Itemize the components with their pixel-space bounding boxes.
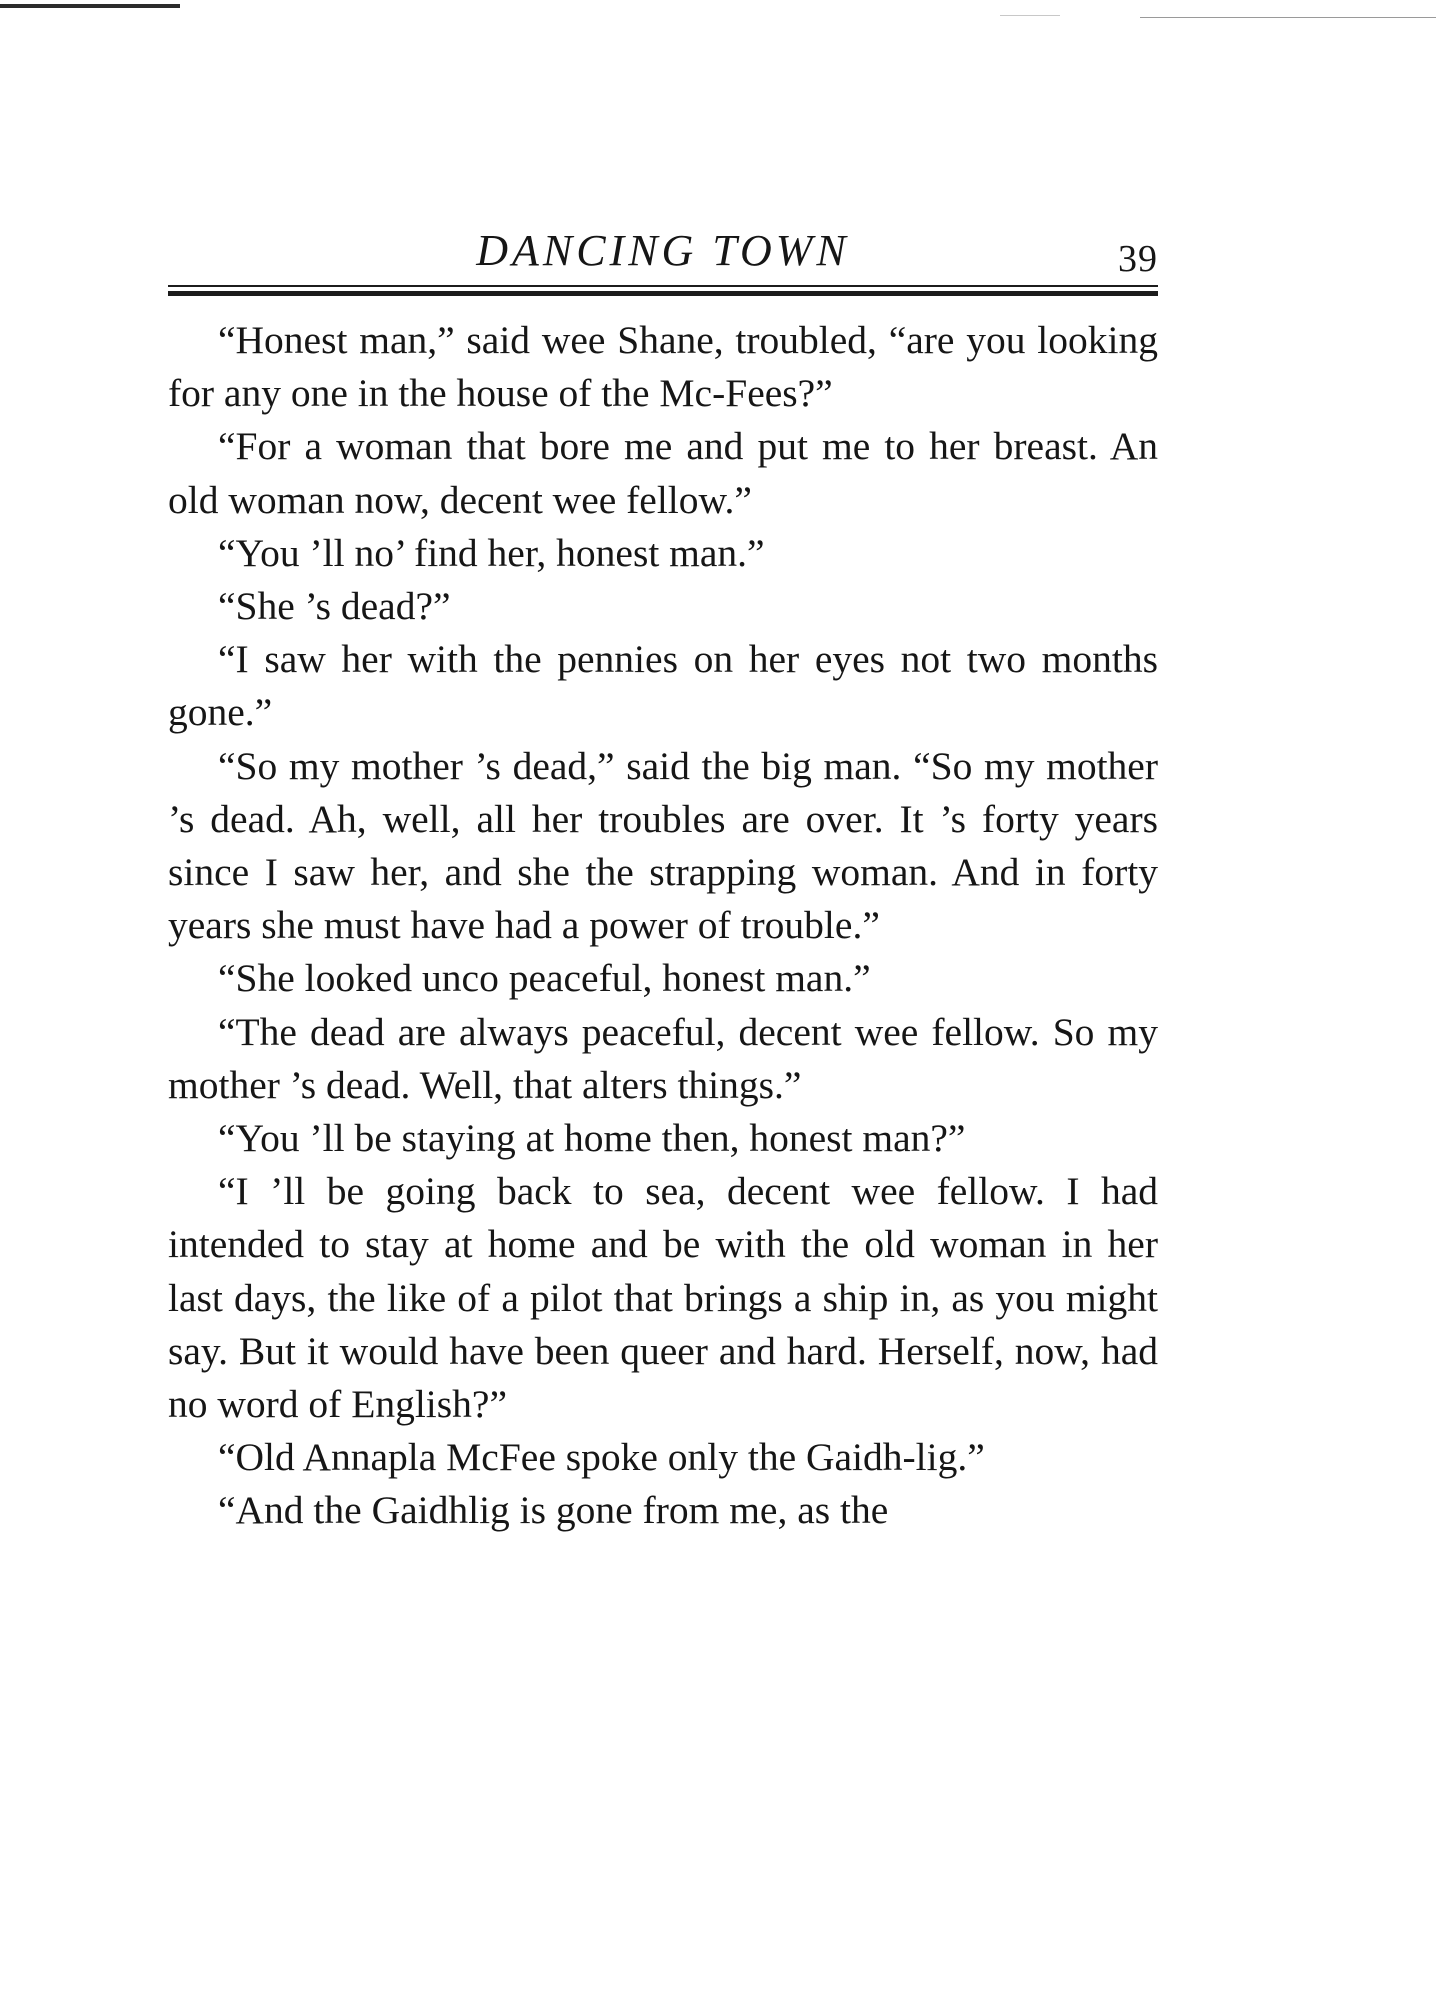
header-rule-thick <box>168 291 1158 296</box>
paragraph: “I ’ll be going back to sea, decent wee fellow. I had intended to stay at home and be with the old woman in her last days, the like of a pilot that brings a ship in, as you might say. But it would have been queer and hard. Herself, now, had no word of English?” <box>168 1169 1158 1427</box>
paragraph: “You ’ll be staying at home then, honest man?” <box>218 1116 966 1161</box>
paragraph: “You ’ll no’ find her, honest man.” <box>218 530 765 575</box>
paragraph: “Honest man,” said wee Shane, troubled, “are you looking for any one in the house of the Mc-Fees?” <box>168 318 1158 416</box>
scan-artifact <box>0 4 180 8</box>
paragraph: “I saw her with the pennies on her eyes not two months gone.” <box>168 637 1158 735</box>
paragraph: “She looked unco peaceful, honest man.” <box>218 956 871 1001</box>
paragraph: “The dead are always peaceful, decent wee fellow. So my mother ’s dead. Well, that alters things.” <box>168 1009 1158 1107</box>
header-rule-thin <box>168 285 1158 287</box>
paragraph: “And the Gaidhlig is gone from me, as the <box>218 1488 889 1533</box>
book-page <box>168 215 1158 1538</box>
running-head <box>168 215 1158 285</box>
paragraph: “She ’s dead?” <box>218 584 451 629</box>
paragraph: “For a woman that bore me and put me to her breast. An old woman now, decent wee fellow.” <box>168 424 1158 522</box>
paragraph: “Old Annapla McFee spoke only the Gaidh-lig.” <box>218 1435 985 1480</box>
page-number: 39 <box>1118 238 1158 280</box>
running-title: DANCING TOWN <box>476 226 850 275</box>
scan-artifact <box>1000 15 1060 16</box>
body-text <box>168 314 1158 1538</box>
scan-artifact <box>1140 17 1436 18</box>
paragraph: “So my mother ’s dead,” said the big man. “So my mother ’s dead. Ah, well, all her troubles are over. It ’s forty years since I saw her, and she the strapping woman. And in forty years she must have had a power of trouble.” <box>168 743 1158 948</box>
